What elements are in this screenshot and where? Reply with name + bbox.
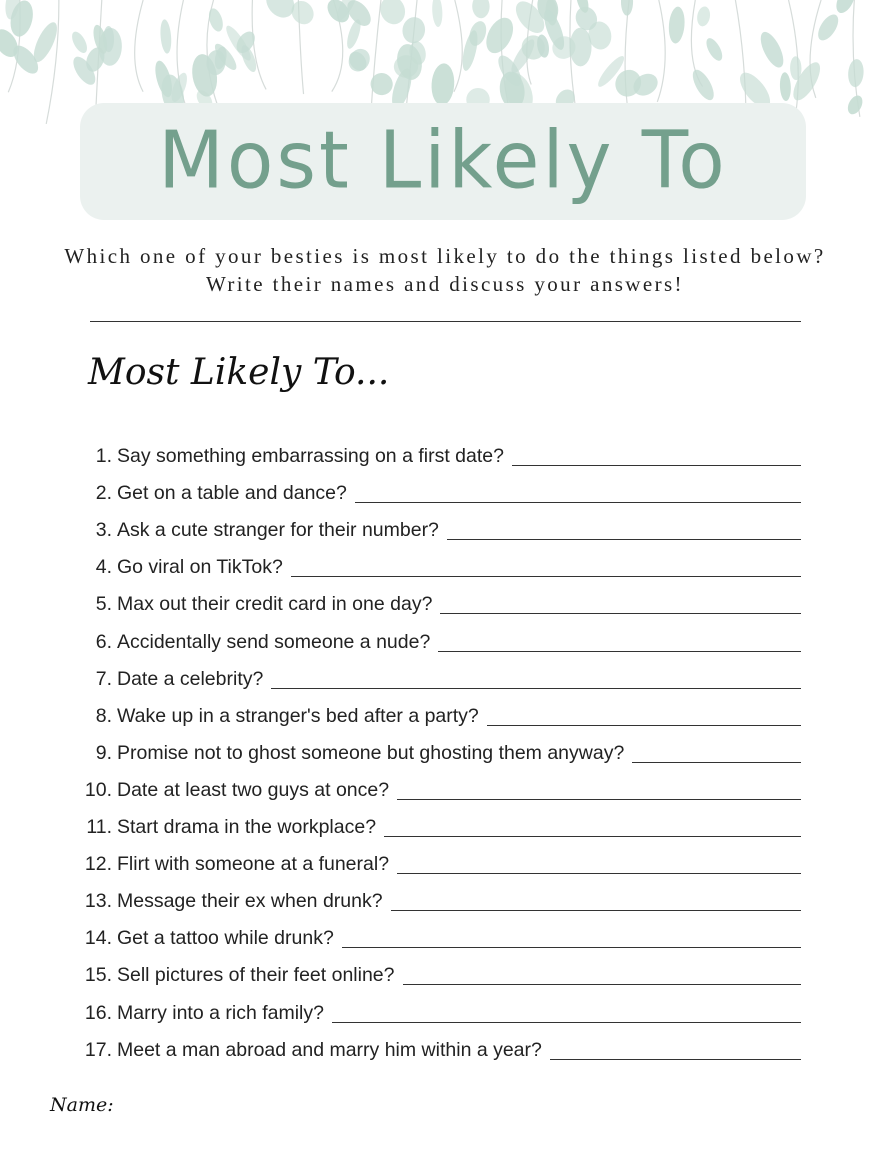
question-number: 7.: [95, 667, 112, 690]
name-label: Name:: [50, 1094, 114, 1116]
question-number: 6.: [95, 630, 112, 653]
question-number: 3.: [95, 519, 112, 542]
question-text: Meet a man abroad and marry him within a year?: [117, 1038, 542, 1061]
leaf: [472, 0, 490, 18]
question-row: [70, 802, 801, 839]
question-text: Message their ex when drunk?: [117, 890, 383, 913]
answer-line[interactable]: [447, 538, 801, 540]
instructions-text: Which one of your besties is most likely to do the things listed below? Write their names and discuss your answers!: [64, 244, 826, 296]
leaf: [69, 29, 90, 55]
question-number: 5.: [95, 593, 112, 616]
leaf-stem: [135, 0, 143, 92]
question-number: 10.: [84, 778, 112, 801]
question-row: [70, 616, 801, 653]
question-text: Say something embarrassing on a first date?: [117, 445, 504, 468]
question-number: 9.: [95, 741, 112, 764]
question-number: 14.: [84, 927, 112, 950]
question-number: 1.: [95, 445, 112, 468]
page-title: Most Likely To: [158, 112, 728, 207]
question-row: [70, 950, 801, 987]
question-row: [70, 579, 801, 616]
leaf-stem: [371, 0, 381, 119]
question-text: Sell pictures of their feet online?: [117, 964, 395, 987]
answer-line[interactable]: [355, 501, 801, 503]
question-text: Start drama in the workplace?: [117, 816, 377, 839]
leaf: [689, 67, 718, 104]
question-text: Wake up in a stranger's bed after a party?: [117, 704, 479, 727]
leaf: [779, 72, 791, 101]
question-row: [70, 987, 801, 1024]
leaf: [430, 63, 455, 106]
question-number: 8.: [95, 704, 112, 727]
question-number: 13.: [84, 890, 112, 913]
question-number: 15.: [84, 964, 112, 987]
question-text: Date a celebrity?: [117, 667, 264, 690]
question-row: [70, 913, 801, 950]
question-row: [70, 1025, 801, 1062]
title-banner: [80, 103, 806, 220]
question-text: Marry into a rich family?: [117, 1001, 324, 1024]
leaf: [376, 0, 408, 28]
answer-line[interactable]: [487, 724, 801, 726]
leaf: [401, 15, 427, 44]
question-row: [70, 728, 801, 765]
leaf: [814, 11, 842, 44]
answer-line[interactable]: [397, 798, 801, 800]
answer-line[interactable]: [384, 835, 801, 837]
question-list: [70, 431, 801, 1062]
question-row: [70, 468, 801, 505]
leaf: [667, 6, 685, 44]
answer-line[interactable]: [440, 612, 801, 614]
leaf-stem: [46, 0, 59, 124]
question-text: Accidentally send someone a nude?: [117, 630, 431, 653]
question-number: 12.: [84, 853, 112, 876]
question-text: Max out their credit card in one day?: [117, 593, 433, 616]
question-row: [70, 431, 801, 468]
question-row: [70, 876, 801, 913]
answer-line[interactable]: [403, 983, 802, 985]
section-heading: Most Likely To...: [88, 352, 390, 393]
question-row: [70, 765, 801, 802]
leaf: [696, 5, 712, 27]
question-number: 2.: [95, 482, 112, 505]
leaf-stem: [454, 0, 462, 92]
divider: [90, 321, 801, 322]
answer-line[interactable]: [550, 1058, 801, 1060]
answer-line[interactable]: [271, 687, 801, 689]
question-text: Get on a table and dance?: [117, 482, 347, 505]
question-row: [70, 654, 801, 691]
question-text: Flirt with someone at a funeral?: [117, 853, 390, 876]
answer-line[interactable]: [332, 1021, 801, 1023]
question-row: [70, 839, 801, 876]
question-number: 11.: [86, 816, 112, 839]
leaf: [621, 0, 633, 16]
leaf: [847, 59, 864, 88]
question-row: [70, 691, 801, 728]
answer-line[interactable]: [391, 909, 801, 911]
leaf: [703, 36, 725, 63]
question-text: Ask a cute stranger for their number?: [117, 519, 439, 542]
leaf: [790, 56, 802, 80]
question-row: [70, 542, 801, 579]
leaf: [431, 0, 443, 27]
leaf: [344, 45, 374, 76]
answer-line[interactable]: [512, 464, 801, 466]
answer-line[interactable]: [291, 575, 801, 577]
question-number: 16.: [84, 1001, 112, 1024]
leaf: [845, 93, 865, 117]
question-text: Go viral on TikTok?: [117, 556, 283, 579]
question-number: 17.: [84, 1038, 112, 1061]
answer-line[interactable]: [397, 872, 801, 874]
question-text: Date at least two guys at once?: [117, 778, 390, 801]
question-row: [70, 505, 801, 542]
answer-line[interactable]: [438, 650, 801, 652]
answer-line[interactable]: [342, 946, 801, 948]
leaf-stem: [657, 0, 665, 102]
leaf: [159, 19, 172, 54]
leaf-stem: [252, 0, 266, 89]
question-number: 4.: [95, 556, 112, 579]
question-text: Get a tattoo while drunk?: [117, 927, 334, 950]
leaf: [481, 13, 519, 57]
answer-line[interactable]: [632, 761, 801, 763]
question-text: Promise not to ghost someone but ghosting them anyway?: [117, 741, 625, 764]
leaf: [756, 29, 788, 71]
